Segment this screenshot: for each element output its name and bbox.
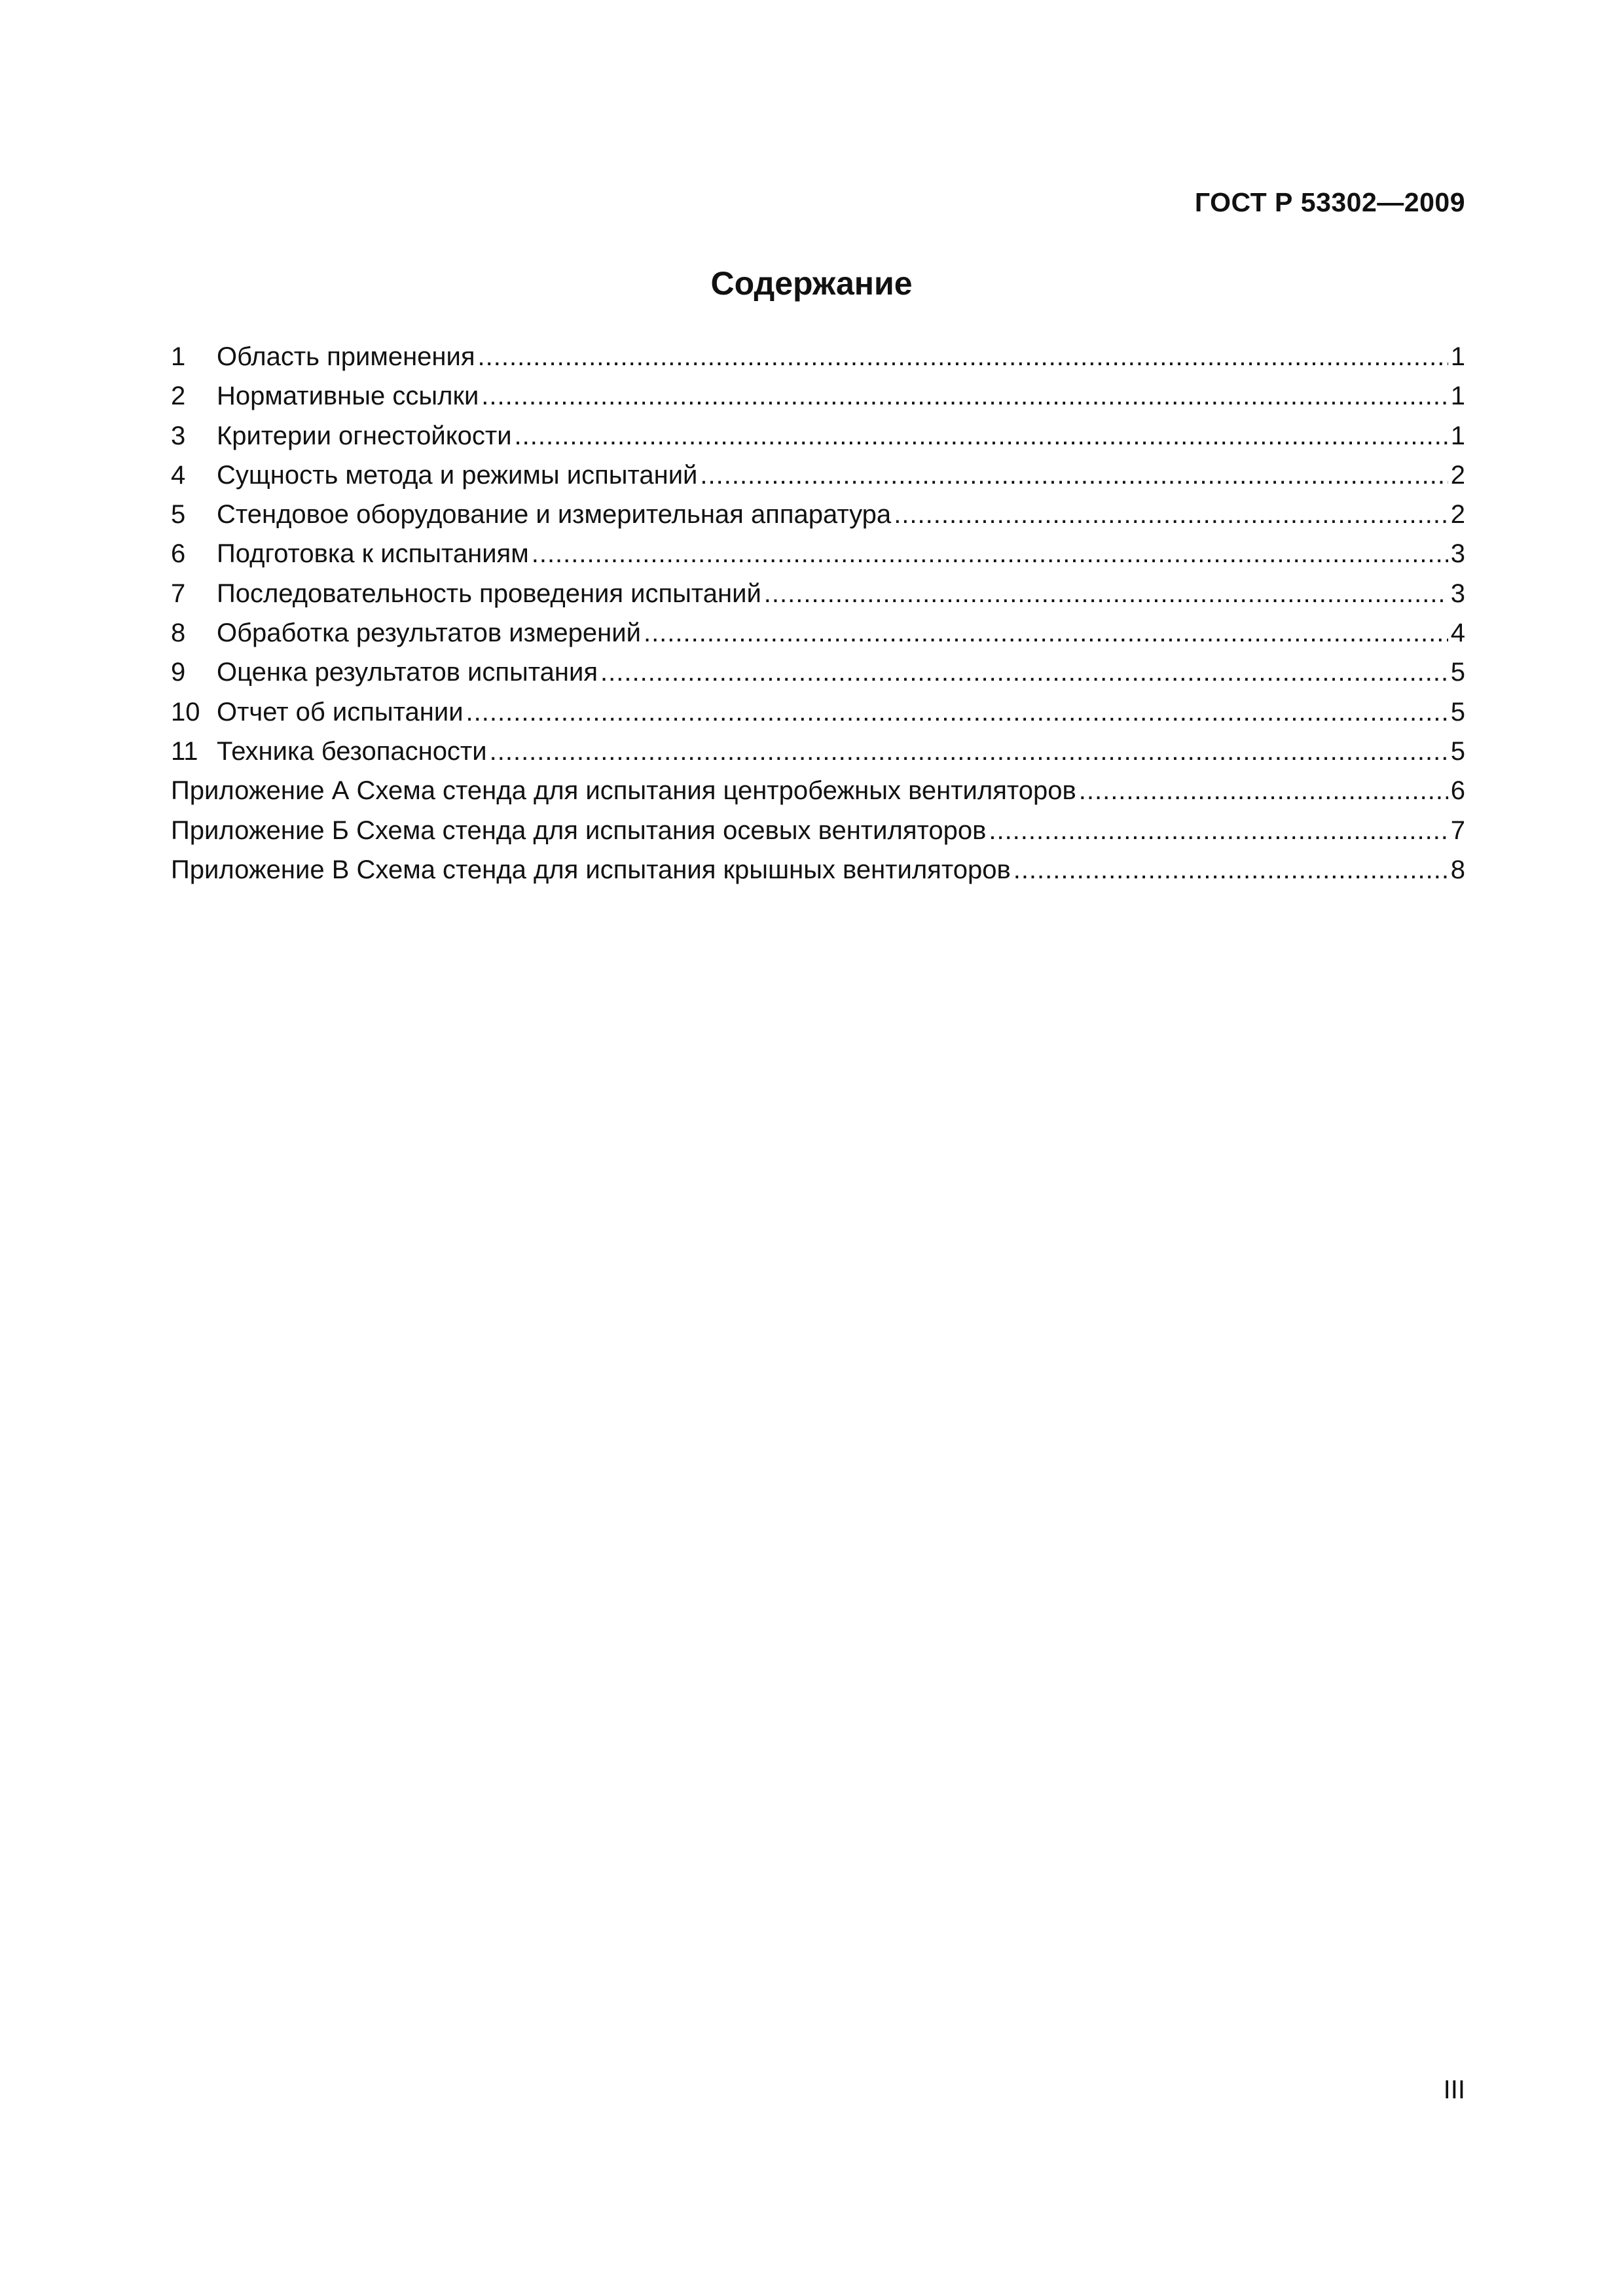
toc-dot-leader — [532, 534, 1448, 573]
toc-entry-page: 5 — [1450, 736, 1465, 766]
toc-dot-leader — [478, 337, 1448, 376]
toc-entry-number: 8 — [171, 619, 186, 648]
toc-dot-leader — [1013, 850, 1448, 889]
toc-entry-label: Приложение В Схема стенда для испытания крышных вентиляторов — [171, 855, 1011, 884]
toc-entry-label: Оценка результатов испытания — [217, 658, 598, 687]
toc-entry-appendix[interactable] — [171, 850, 1465, 889]
toc-dot-leader — [490, 732, 1448, 771]
toc-entry-appendix[interactable] — [171, 811, 1465, 850]
toc-dot-leader — [894, 495, 1448, 534]
toc-dot-leader — [515, 416, 1448, 456]
toc-entry[interactable] — [171, 534, 1465, 573]
toc-entry-number: 9 — [171, 658, 186, 687]
table-of-contents — [171, 337, 1465, 889]
page-number: III — [1443, 2075, 1465, 2104]
toc-entry-number: 3 — [171, 421, 186, 450]
toc-title: Содержание — [710, 265, 913, 302]
toc-entry-number: 2 — [171, 382, 186, 411]
toc-entry-label: Сущность метода и режимы испытаний — [217, 460, 698, 490]
toc-dot-leader — [989, 811, 1448, 850]
toc-entry-page: 5 — [1450, 658, 1465, 687]
toc-entry-appendix[interactable] — [171, 771, 1465, 810]
toc-entry[interactable] — [171, 456, 1465, 495]
toc-entry-label: Критерии огнестойкости — [217, 421, 512, 450]
toc-dot-leader — [466, 692, 1448, 732]
toc-entry-page: 1 — [1450, 342, 1465, 371]
toc-entry[interactable] — [171, 416, 1465, 456]
toc-entry-page: 3 — [1450, 539, 1465, 569]
toc-entry-label: Нормативные ссылки — [217, 382, 479, 411]
toc-entry[interactable] — [171, 337, 1465, 376]
toc-entry-label: Обработка результатов измерений — [217, 619, 641, 648]
toc-dot-leader — [700, 456, 1448, 495]
toc-entry-number: 5 — [171, 500, 186, 529]
toc-entry[interactable] — [171, 495, 1465, 534]
toc-entry-number: 7 — [171, 579, 186, 608]
toc-entry-label: Приложение А Схема стенда для испытания центробежных вентиляторов — [171, 776, 1076, 806]
toc-entry-label: Последовательность проведения испытаний — [217, 579, 761, 608]
toc-dot-leader — [764, 574, 1448, 613]
toc-entry-page: 5 — [1450, 697, 1465, 726]
toc-entry-page: 8 — [1450, 855, 1465, 884]
toc-entry-page: 1 — [1450, 382, 1465, 411]
toc-entry-label: Область применения — [217, 342, 475, 371]
toc-entry-page: 2 — [1450, 460, 1465, 490]
toc-entry[interactable] — [171, 376, 1465, 416]
toc-entry-page: 1 — [1450, 421, 1465, 450]
toc-entry-page: 3 — [1450, 579, 1465, 608]
toc-dot-leader — [600, 653, 1448, 692]
toc-entry-number: 11 — [171, 736, 198, 766]
toc-entry-number: 6 — [171, 539, 186, 569]
toc-entry-page: 6 — [1450, 776, 1465, 806]
toc-entry[interactable] — [171, 613, 1465, 653]
toc-entry[interactable] — [171, 653, 1465, 692]
toc-entry-label: Стендовое оборудование и измерительная аппаратура — [217, 500, 892, 529]
toc-entry-number: 10 — [171, 697, 200, 726]
toc-dot-leader — [644, 613, 1448, 653]
toc-entry-label: Отчет об испытании — [217, 697, 464, 726]
toc-entry-label: Подготовка к испытаниям — [217, 539, 529, 569]
document-code: ГОСТ Р 53302—2009 — [1194, 187, 1465, 217]
toc-entry-number: 1 — [171, 342, 186, 371]
toc-entry-label: Техника безопасности — [217, 736, 487, 766]
toc-entry-page: 7 — [1450, 816, 1465, 845]
toc-entry-number: 4 — [171, 460, 186, 490]
toc-entry[interactable] — [171, 692, 1465, 732]
toc-entry-label: Приложение Б Схема стенда для испытания осевых вентиляторов — [171, 816, 987, 845]
toc-dot-leader — [1079, 771, 1448, 810]
toc-entry[interactable] — [171, 574, 1465, 613]
toc-entry-page: 2 — [1450, 500, 1465, 529]
toc-entry-page: 4 — [1450, 619, 1465, 648]
toc-entry[interactable] — [171, 732, 1465, 771]
toc-dot-leader — [481, 376, 1448, 416]
